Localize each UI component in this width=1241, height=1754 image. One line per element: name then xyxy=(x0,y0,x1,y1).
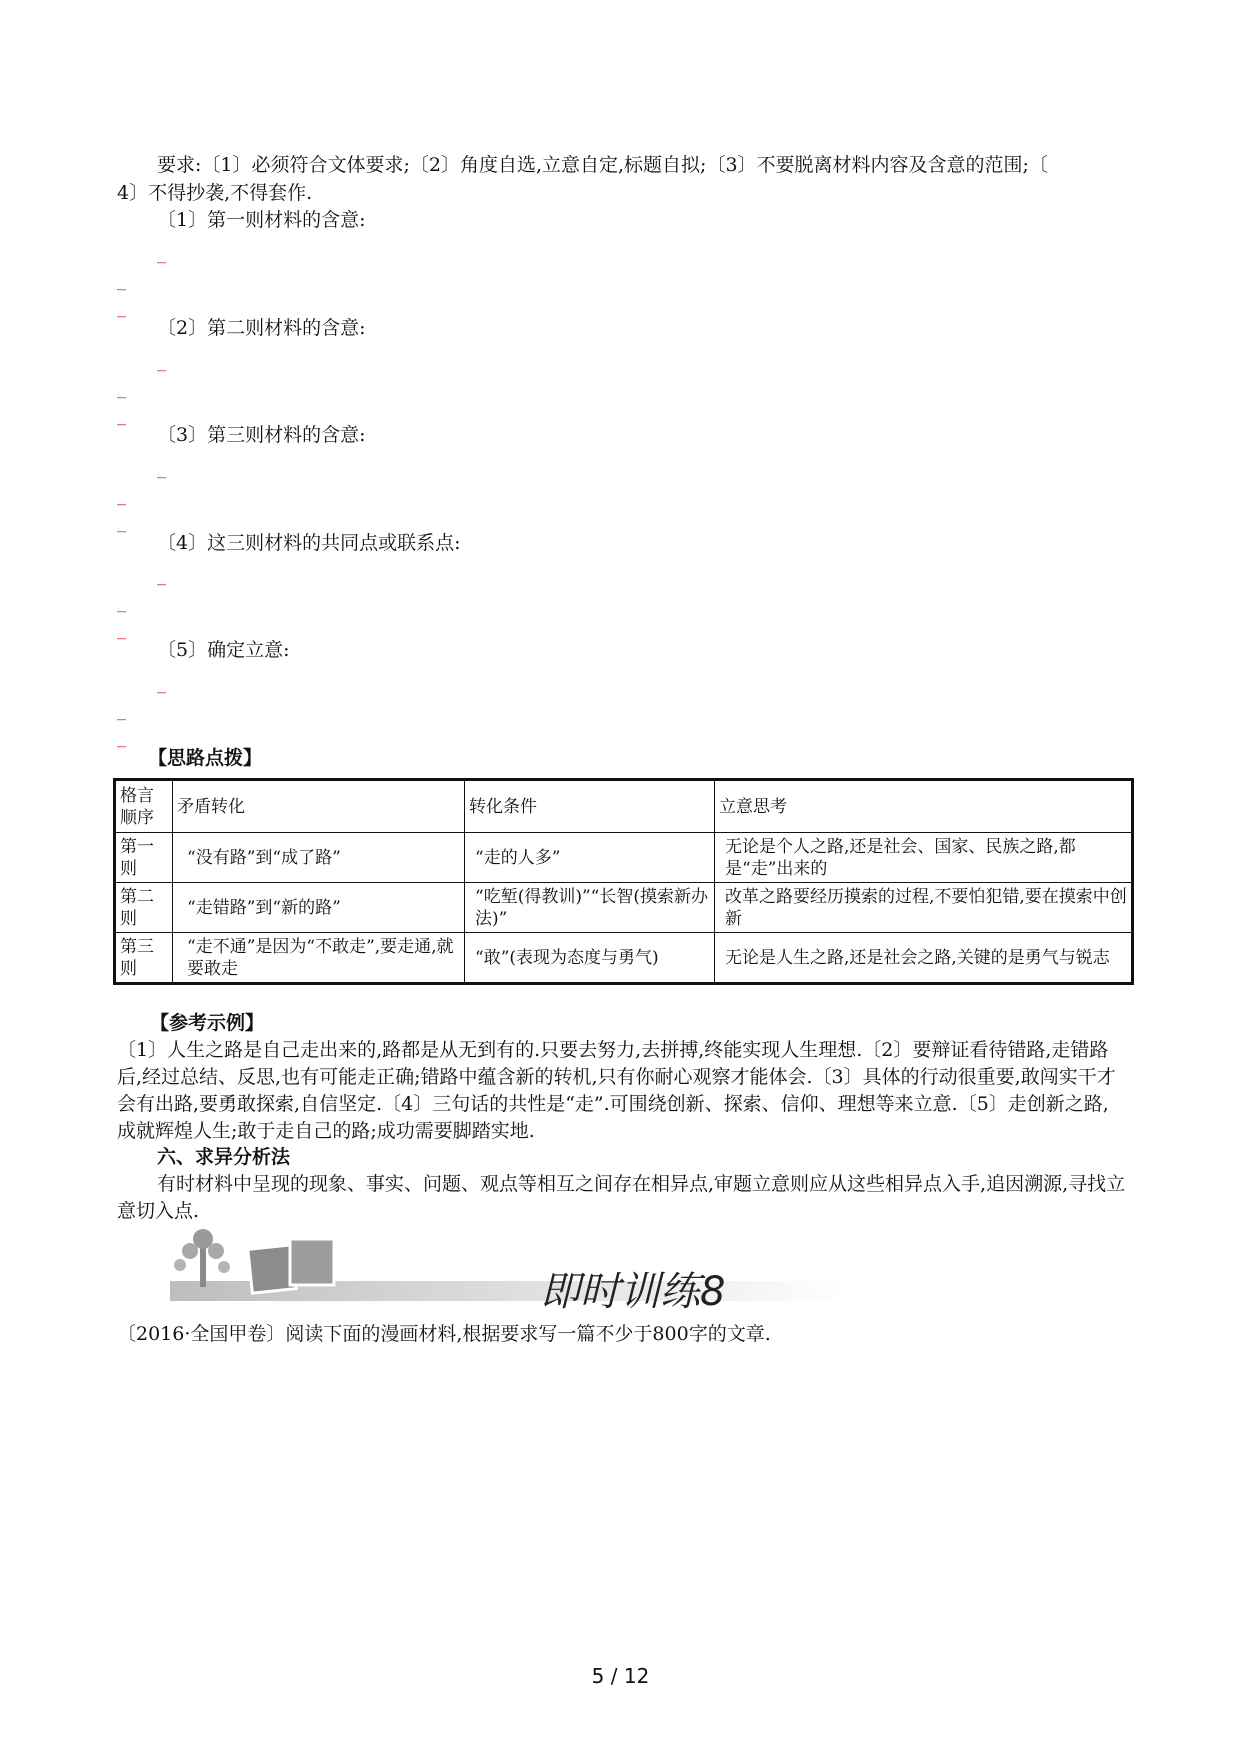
answer-blank: _ xyxy=(117,727,126,748)
answer-blank: _ xyxy=(157,351,166,372)
answer-blank: _ xyxy=(117,592,126,613)
table-header-cell: 矛盾转化 xyxy=(173,780,465,833)
table-row xyxy=(115,883,1133,933)
answer-blank: _ xyxy=(117,378,126,399)
answer-blank: _ xyxy=(117,619,126,640)
table-cell: 第二则 xyxy=(115,883,173,933)
question-2-label: 〔2〕第二则材料的含意: xyxy=(157,317,366,339)
table-cell: 无论是人生之路,还是社会之路,关键的是勇气与锐志 xyxy=(715,933,1133,984)
answer-blank: _ xyxy=(117,700,126,721)
table-cell: “敢”(表现为态度与勇气) xyxy=(465,933,715,984)
table-cell: 改革之路要经历摸索的过程,不要怕犯错,要在摸索中创新 xyxy=(715,883,1133,933)
table-header-cell: 转化条件 xyxy=(465,780,715,833)
table-cell: “走的人多” xyxy=(465,833,715,883)
table-row xyxy=(115,933,1133,984)
section-6-heading: 六、求异分析法 xyxy=(157,1146,291,1168)
answer-blank: _ xyxy=(157,673,166,694)
answer-blank: _ xyxy=(117,485,126,506)
requirements-line-2: 4〕不得抄袭,不得套作. xyxy=(117,182,313,204)
answer-blank: _ xyxy=(157,565,166,586)
question-1-label: 〔1〕第一则材料的含意: xyxy=(157,209,366,231)
answer-blank: _ xyxy=(117,270,126,291)
photo-frames-icon xyxy=(248,1239,334,1293)
example-paragraph: 〔1〕人生之路是自己走出来的,路都是从无到有的.只要去努力,去拼搏,终能实现人生理想.〔2〕要辩证看待错路,走错路后,经过总结、反思,也有可能走正确;错路中蕴含新的转机,只有你耐心观察才能体会.〔3〕具体的行动很重要,敢闯实干才会有出路,要勇敢探索,自信坚定.〔4〕三句话的共性是“走”.可围绕创新、探索、信仰、理想等来立意.〔5〕走创新之路,成就辉煌人生;敢于走自己的路;成功需要脚踏实地. xyxy=(117,1039,1116,1142)
table-cell: 无论是个人之路,还是社会、国家、民族之路,都是“走”出来的 xyxy=(715,833,1133,883)
table-cell: “吃堑(得教训)”“长智(摸索新办法)” xyxy=(465,883,715,933)
answer-blank: _ xyxy=(117,297,126,318)
requirements-line-1: 要求:〔1〕必须符合文体要求;〔2〕角度自选,立意自定,标题自拟;〔3〕不要脱离材料内容及含意的范围;〔 xyxy=(157,154,1048,176)
section-6-paragraph: 有时材料中呈现的现象、事实、问题、观点等相互之间存在相异点,审题立意则应从这些相异点入手,追因溯源,寻找立意切入点. xyxy=(117,1173,1126,1222)
table-header-cell: 格言顺序 xyxy=(115,780,173,833)
analysis-table xyxy=(113,778,1134,985)
table-header-row xyxy=(115,780,1133,833)
question-3-label: 〔3〕第三则材料的含意: xyxy=(157,424,366,446)
table-cell: 第三则 xyxy=(115,933,173,984)
tree-icon xyxy=(174,1229,230,1287)
training-banner-graphic xyxy=(150,1225,850,1305)
table-cell: 第一则 xyxy=(115,833,173,883)
example-heading: 【参考示例】 xyxy=(150,1012,265,1034)
hint-heading: 【思路点拨】 xyxy=(148,747,263,769)
table-cell: “走不通”是因为“不敢走”,要走通,就要敢走 xyxy=(173,933,465,984)
training-banner-title: 即时训练8 xyxy=(540,1269,726,1315)
answer-blank: _ xyxy=(117,512,126,533)
table-row xyxy=(115,833,1133,883)
question-4-label: 〔4〕这三则材料的共同点或联系点: xyxy=(157,532,461,554)
page-number: 5 / 12 xyxy=(591,1664,650,1688)
answer-blank: _ xyxy=(117,405,126,426)
table-cell: “没有路”到“成了路” xyxy=(173,833,465,883)
table-cell: “走错路”到“新的路” xyxy=(173,883,465,933)
question-5-label: 〔5〕确定立意: xyxy=(157,639,290,661)
answer-blank: _ xyxy=(157,458,166,479)
answer-blank: _ xyxy=(157,243,166,264)
exercise-prompt: 〔2016·全国甲卷〕阅读下面的漫画材料,根据要求写一篇不少于800字的文章. xyxy=(117,1323,771,1345)
table-header-cell: 立意思考 xyxy=(715,780,1133,833)
